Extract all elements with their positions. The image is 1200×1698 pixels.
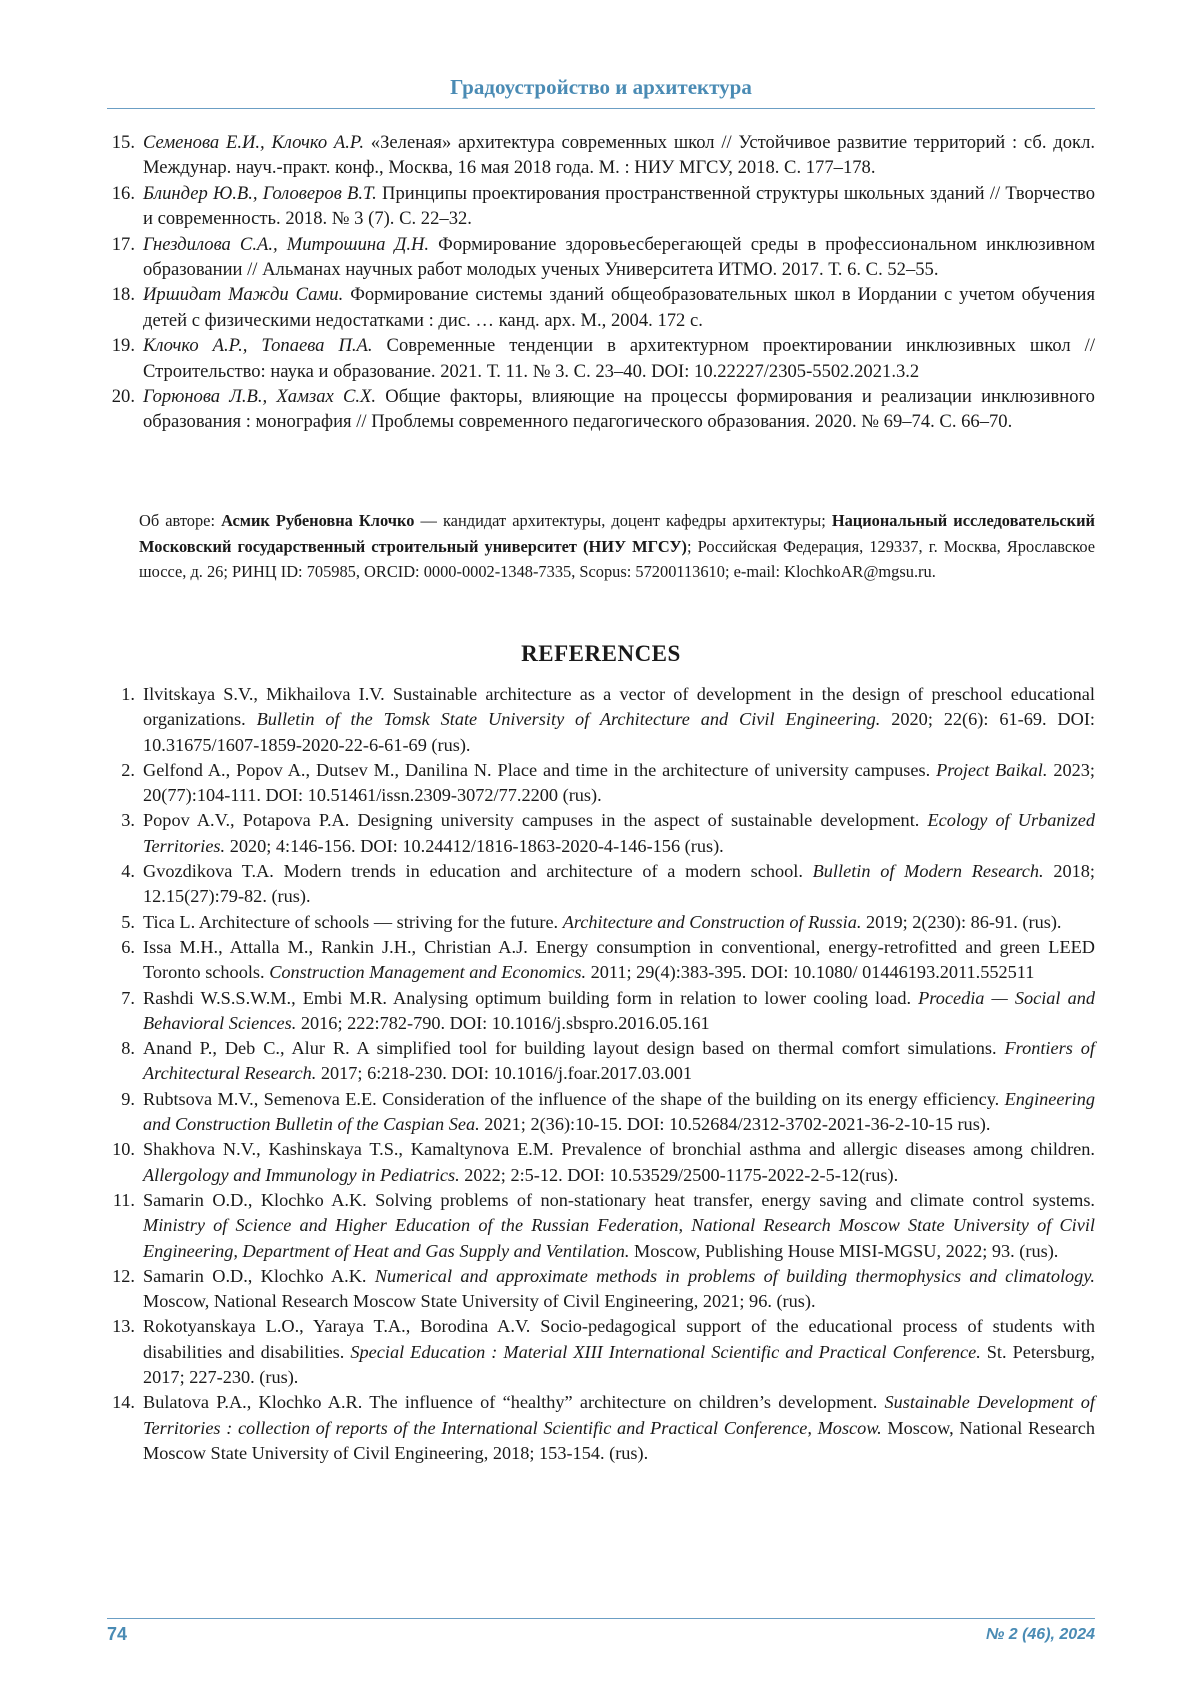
reference-number: 14. <box>112 1392 135 1413</box>
reference-text <box>143 1188 1095 1264</box>
reference-item <box>107 808 1095 859</box>
reference-text <box>143 1390 1095 1466</box>
reference-details: Moscow, National Research Moscow State University of Civil Engineering, 2021; 96. (rus). <box>143 1291 816 1312</box>
reference-details: 2021; 2(36):10-15. DOI: 10.52684/2312-3702-2021-36-2-10-15 rus). <box>479 1114 991 1135</box>
reference-source: Architecture and Construction of Russia. <box>562 911 862 932</box>
reference-details: Принципы проектирования пространственной структуры школьных зданий // Творчество и современность. 2018. № 3 (7). С. 22–32. <box>143 182 1095 230</box>
reference-number: 19. <box>111 335 135 357</box>
reference-item <box>107 682 1095 758</box>
reference-text <box>143 910 1095 935</box>
reference-number: 7. <box>121 987 135 1008</box>
references-heading: REFERENCES <box>521 641 681 666</box>
reference-authors-title: Ilvitskaya S.V., Mikhailova I.V. Sustainable architecture as a vector of development in the design of preschool educational organizations. <box>143 684 1095 730</box>
reference-details: Moscow, Publishing House MISI-MGSU, 2022; 93. (rus). <box>629 1240 1059 1261</box>
reference-source: Sustainable Development of Territories : collection of reports of the International Scientific and Practical Conference, Moscow. <box>143 1392 1095 1438</box>
reference-text <box>143 1137 1095 1188</box>
reference-source: Numerical and approximate methods in problems of building thermophysics and climatology. <box>374 1265 1095 1286</box>
reference-details: 2020; 22(6): 61-69. DOI: 10.31675/1607-1859-2020-22-6-61-69 (rus). <box>143 709 1095 755</box>
reference-source: Bulletin of the Tomsk State University of Architecture and Civil Engineering. <box>256 709 881 730</box>
reference-item <box>107 1264 1095 1315</box>
reference-item <box>107 986 1095 1037</box>
footer-divider <box>107 1618 1095 1619</box>
reference-source: Procedia — Social and Behavioral Sciences. <box>143 987 1095 1033</box>
reference-number: 11. <box>112 1189 135 1210</box>
reference-authors-title: Rashdi W.S.S.W.M., Embi M.R. Analysing optimum building form in relation to lower cooling load. <box>143 987 919 1008</box>
reference-text <box>143 859 1095 910</box>
reference-source: Frontiers of Architectural Research. <box>143 1038 1095 1084</box>
reference-authors-title: Popov A.V., Potapova P.A. Designing university campuses in the aspect of sustainable development. <box>143 810 928 831</box>
reference-details: «Зеленая» архитектура современных школ // Устойчивое развитие территорий : сб. докл. Междунар. науч.-практ. конф., Москва, 16 мая 2018 года. М. : НИУ МГСУ, 2018. С. 177–178. <box>143 132 1095 179</box>
reference-details: Современные тенденции в архитектурном проектировании инклюзивных школ // Строительство: наука и образование. 2021. Т. 11. № 3. С. 23–40. DOI: 10.22227/2305-5502.2021.3.2 <box>143 335 1095 382</box>
reference-authors-title: Gvozdikova T.A. Modern trends in education and architecture of a modern school. <box>143 861 813 882</box>
reference-item <box>107 282 1095 333</box>
reference-number: 4. <box>121 861 135 882</box>
reference-authors-title: Bulatova P.A., Klochko A.R. The influence of “healthy” architecture on children’s development. <box>143 1392 885 1413</box>
author-description: — кандидат архитектуры, доцент кафедры архитектуры; <box>414 511 832 530</box>
reference-item <box>107 333 1095 384</box>
reference-item <box>107 1036 1095 1087</box>
reference-text <box>143 986 1095 1037</box>
reference-text <box>143 808 1095 859</box>
reference-details: 2019; 2(230): 86-91. (rus). <box>861 911 1062 932</box>
reference-item <box>107 130 1095 181</box>
reference-details: 2022; 2:5-12. DOI: 10.53529/2500-1175-2022-2-5-12(rus). <box>459 1164 899 1185</box>
reference-text <box>143 1036 1095 1087</box>
reference-item <box>107 1188 1095 1264</box>
reference-item <box>107 910 1095 935</box>
reference-text <box>143 384 1095 435</box>
author-name: Асмик Рубеновна Клочко <box>221 511 415 530</box>
reference-text <box>143 1264 1095 1315</box>
reference-text <box>143 333 1095 384</box>
reference-number: 8. <box>121 1038 135 1059</box>
reference-details: St. Petersburg, 2017; 227-230. (rus). <box>143 1341 1095 1388</box>
reference-item <box>107 1087 1095 1138</box>
reference-number: 3. <box>121 810 135 831</box>
reference-authors-title: Anand P., Deb C., Alur R. A simplified tool for building layout design based on thermal comfort simulations. <box>143 1038 1005 1059</box>
reference-number: 20. <box>111 386 135 408</box>
author-contact: ; Российская Федерация, 129337, г. Москва, Ярославское шоссе, д. 26; РИНЦ ID: 705985, ORCID: 0000-0002-1348-7335, Scopus: 57200113610; e-mail: KlochkoAR@mgsu.ru. <box>139 536 1095 581</box>
reference-authors: Блиндер Ю.В., Головеров В.Т. <box>143 182 377 204</box>
reference-number: 6. <box>121 936 135 957</box>
reference-item <box>107 181 1095 232</box>
running-header: Градоустройство и архитектура <box>450 75 752 99</box>
reference-details: 2020; 4:146-156. DOI: 10.24412/1816-1863-2020-4-146-156 (rus). <box>225 835 724 856</box>
reference-item <box>107 935 1095 986</box>
author-note-prefix: Об авторе: <box>139 511 222 530</box>
reference-details: 2017; 6:218-230. DOI: 10.1016/j.foar.2017.03.001 <box>316 1063 693 1084</box>
author-note <box>139 508 1095 585</box>
reference-details: 2011; 29(4):383-395. DOI: 10.1080/ 01446193.2011.552511 <box>586 962 1035 983</box>
reference-number: 1. <box>121 684 135 704</box>
reference-authors-title: Shakhova N.V., Kashinskaya T.S., Kamaltynova E.M. Prevalence of bronchial asthma and allergic diseases among children. <box>143 1139 1095 1160</box>
author-organization: Национальный исследовательский Московский государственный строительный университет (НИУ МГСУ) <box>139 511 1095 556</box>
reference-details: Общие факторы, влияющие на процессы формирования и реализации инклюзивного образования : монография // Проблемы современного педагогического образования. 2020. № 69–74. С. 66–70. <box>143 386 1095 433</box>
reference-number: 16. <box>111 182 135 204</box>
reference-details: 2018; 12.15(27):79-82. (rus). <box>143 861 1095 907</box>
reference-text <box>143 130 1095 181</box>
reference-details: 2016; 222:782-790. DOI: 10.1016/j.sbspro.2016.05.161 <box>296 1012 710 1033</box>
reference-authors-title: Rubtsova M.V., Semenova E.E. Consideration of the influence of the shape of the building on its energy efficiency. <box>143 1088 1005 1109</box>
reference-authors-title: Rokotyanskaya L.O., Yaraya T.A., Borodina A.V. Socio-pedagogical support of the educational process of students with disabilities and disabilities. <box>143 1316 1095 1362</box>
reference-text <box>143 682 1095 758</box>
reference-details: 2023; 20(77):104-111. DOI: 10.51461/issn.2309-3072/77.2200 (rus). <box>143 759 1095 806</box>
reference-number: 9. <box>121 1088 135 1109</box>
reference-number: 10. <box>112 1139 135 1160</box>
reference-authors-title: Gelfond A., Popov A., Dutsev M., Danilina N. Place and time in the architecture of university campuses. <box>143 759 937 780</box>
reference-item <box>107 384 1095 435</box>
reference-item <box>107 1390 1095 1466</box>
reference-authors-title: Samarin O.D., Klochko A.K. <box>143 1265 375 1286</box>
reference-source: Allergology and Immunology in Pediatrics. <box>143 1164 460 1185</box>
reference-source: Ministry of Science and Higher Education of the Russian Federation, National Research Moscow State University of Civil Engineering, Department of Heat and Gas Supply and Ventilation. <box>143 1215 1095 1261</box>
reference-item <box>107 232 1095 283</box>
reference-source: Ecology of Urbanized Territories. <box>143 810 1095 856</box>
reference-item <box>107 859 1095 910</box>
reference-authors: Гнездилова С.А., Митрошина Д.Н. <box>143 233 430 255</box>
reference-number: 17. <box>111 233 135 255</box>
reference-text <box>143 935 1095 986</box>
reference-source: Special Education : Material XIII International Scientific and Practical Conference. <box>350 1341 981 1362</box>
issue-label: № 2 (46), 2024 <box>985 1626 1095 1643</box>
reference-number: 5. <box>121 911 135 932</box>
reference-source: Construction Management and Economics. <box>269 962 587 983</box>
reference-text <box>143 1087 1095 1138</box>
reference-source: Project Baikal. <box>936 759 1048 780</box>
reference-text <box>143 1314 1095 1390</box>
reference-authors: Иршидат Мажди Сами. <box>143 284 344 306</box>
reference-number: 15. <box>111 132 135 153</box>
reference-number: 2. <box>121 759 135 780</box>
reference-item <box>107 758 1095 809</box>
reference-number: 13. <box>112 1316 135 1337</box>
reference-details: Формирование здоровьесберегающей среды в профессиональном инклюзивном образовании // Альманах научных работ молодых ученых Университета ИТМО. 2017. Т. 6. С. 52–55. <box>143 233 1095 281</box>
reference-item <box>107 1137 1095 1188</box>
reference-details: Формирование системы зданий общеобразовательных школ в Иордании с учетом обучения детей с физическими недостатками : дис. … канд. арх. М., 2004. 172 с. <box>143 284 1095 331</box>
reference-item <box>107 1314 1095 1390</box>
reference-source: Engineering and Construction Bulletin of the Caspian Sea. <box>143 1088 1095 1135</box>
reference-authors: Семенова Е.И., Клочко А.Р. <box>143 132 365 153</box>
reference-authors: Клочко А.Р., Топаева П.А. <box>143 335 373 357</box>
reference-authors-title: Tica L. Architecture of schools — striving for the future. <box>143 911 563 932</box>
reference-list-russian <box>107 130 1095 435</box>
header-divider <box>107 108 1095 109</box>
reference-text <box>143 181 1095 232</box>
reference-number: 12. <box>112 1265 135 1286</box>
reference-text <box>143 232 1095 283</box>
reference-number: 18. <box>111 284 135 306</box>
page-number: 74 <box>107 1624 128 1644</box>
reference-authors-title: Samarin O.D., Klochko A.K. Solving problems of non-stationary heat transfer, energy saving and climate control systems. <box>143 1189 1095 1210</box>
reference-authors: Горюнова Л.В., Хамзах С.Х. <box>143 386 377 408</box>
reference-text <box>143 758 1095 809</box>
reference-text <box>143 282 1095 333</box>
reference-authors-title: Issa M.H., Attalla M., Rankin J.H., Christian A.J. Energy consumption in conventional, energy-retrofitted and green LEED Toronto schools. <box>143 936 1095 983</box>
reference-list-english <box>107 682 1095 1466</box>
reference-source: Bulletin of Modern Research. <box>812 861 1044 882</box>
reference-details: Moscow, National Research Moscow State University of Civil Engineering, 2018; 153-154. (rus). <box>143 1417 1095 1463</box>
